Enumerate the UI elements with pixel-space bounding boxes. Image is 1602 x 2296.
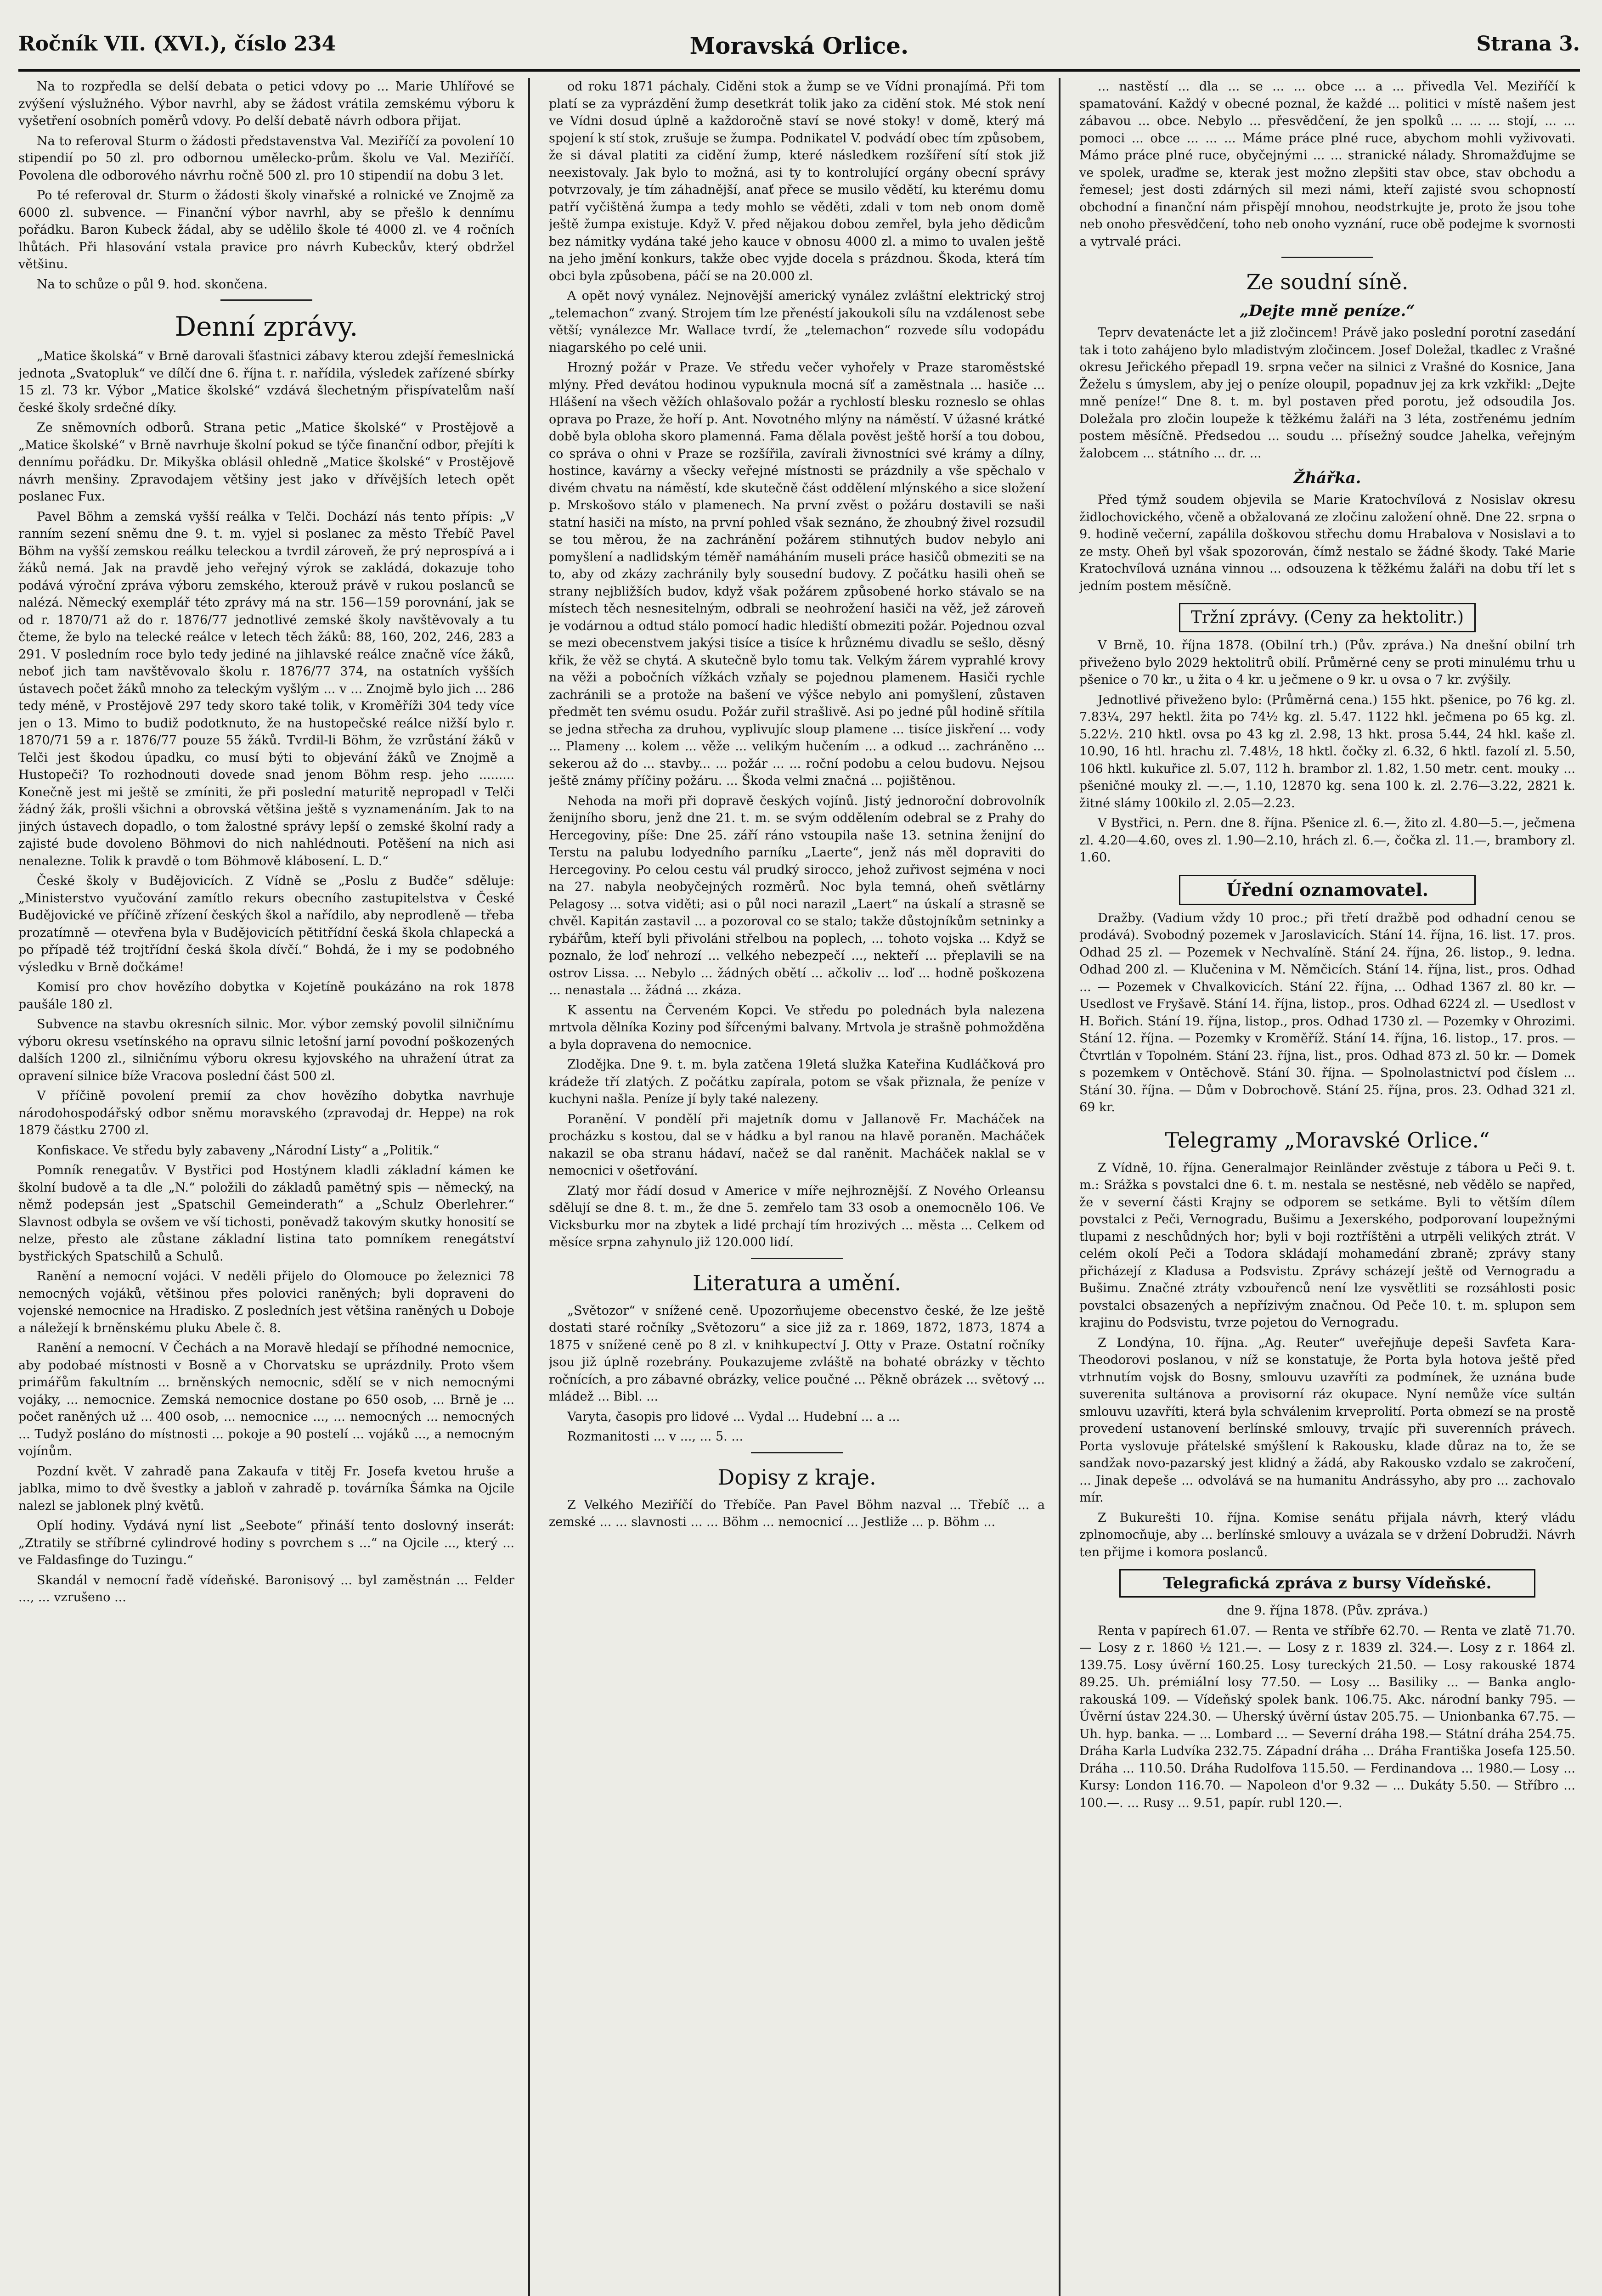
news-item: Ranění a nemocní. V Čechách a na Moravě hledají se příhodné nemocnice, aby podobaé místnosti v Bosně a v Chorvatsku se uprázdnily. Proto všem primářům fakultním ... brněnských nemocnic, sdělí se v nich nemocnými vojáky, ... nemocnice. Zemská nemocnice dostane po 650 osob, ... Brně je ... počet raněných už ... 400 osob, ... nemocnice ..., ... nemocných ... nemocných ... Tudyž posláno do místnosti ... pokoje a 90 postelí ... vojáků ..., a nemocným vojínům. — [18, 1341, 514, 1458]
news-item: Varyta, časopis pro lidové ... Vydal ... Hudební ... a ... — [567, 1409, 900, 1424]
news-item: V Brně, 10. října 1878. (Obilní trh.) (Pův. zpráva.) Na dnešní obilní trh přiveženo bylo 2029 hektolitrů obilí. Průměrné ceny se proti minulému trhu u pšenice o 70 kr., u žita o 4 kr. u ječmene o 9 kr. u ovsa o 7 kr. zvýšily. — [1079, 638, 1575, 687]
news-item: Poranění. V pondělí při majetník domu v Jallanově Fr. Macháček na procházku s kostou, dal se v hádku a byl ranou na hlavě poraněn. Macháček nakazil se oba stranu hádaví, načež se dal raněnit. Macháček naklal se v nemocnici v ošetřování. — [549, 1112, 1045, 1178]
news-item: Ranění a nemocní vojáci. V neděli přijelo do Olomouce po železnici 78 nemocných vojáků, většinou přes polovici raněných; byli dopraveni do vojenské nemocnice na Hradisko. Z posledních jest většina raněných u Doboje a náležejí k brněnskému pluku Abele č. 8. — [18, 1269, 514, 1335]
news-item: Pozdní květ. V zahradě pana Zakaufa v titěj Fr. Josefa kvetou hruše a jablka, mimo to dvě švestky a jabloň v zahradě p. továrníka Šámka na Ojcile nalezl se jablonek plný květů. — [18, 1464, 514, 1513]
paragraph: Na to schůze o půl 9. hod. skončena. — [37, 277, 268, 292]
news-item: dne 9. října 1878. (Pův. zpráva.) — [1227, 1604, 1428, 1618]
news-item: Z Vídně, 10. října. Generalmajor Reinländer zvěstuje z tábora u Peči 9. t. m.: Srážka s povstalci dne 6. t. m. nestala se nestěsné, neb vědělo se napřed, že v severní části Krajny se odporem se setkáme. Byli to větším dílem povstalci z Peči, Vernogradu, Bušimu a Jexerského, podporovaní loupežnými tlupami z neschůdných hor; byli v boji roztříštěni a utrpěli velikých ztrát. V celém okolí Peči a Todora skládají mohamedání zbraně; zprávy stany přicházejí z Kladusa a Podsvistu. Zprávy scházejí ještě od Vernogradu a Bušimu. Značné ztráty vzbouřenců není lze vysvětliti se rozsáhlosti posic povstalci obsazených a nepřízivým značnou. Od Peče 10. t. m. splupon sem krajinu do Podsvistu, tvrze pojetou do Vernogradu. — [1079, 1160, 1575, 1330]
article-subheading: „Dejte mně peníze.“ — [1240, 302, 1415, 320]
paragraph: Na to rozpředla se delší debata o petici vdovy po ... Marie Uhlířové se zvýšení výslužného. Výbor navrhl, aby se žádost vrátila zemskému výboru k vyšetření osobních poměrů vdovy. Po delší debatě návrh odbora přijat. — [18, 79, 514, 128]
news-item: V příčině povolení premií za chov hovězího dobytka navrhuje národohospodářský odbor sněmu moravského (zpravodaj dr. Heppe) na rok 1879 částku 2700 zl. — [18, 1089, 514, 1137]
news-item: Pavel Böhm a zemská vyšší reálka v Telči. Dochází nás tento přípis: „V ranním sezení sněmu dne 9. t. m. vyjel si poslanec za město Třebíč Pavel Böhm na vyšší zemskou reálku teleckou a tvrdil zároveň, že prý neprospívá a i žáků nemá. Jak na pravdě jeho veřejný výrok se zakládá, dokazuje toho podává výroční zpráva výboru zemského, kterouž právě v rukou poslanců se nalézá. Německý exemplář této zprávy má na str. 156—159 porovnání, jak se od r. 1870/71 až do r. 1876/77 jednotlivé zemské školy navštěvovaly a tu čteme, že bylo na telecké reálce v letech těch žáků: 88, 160, 202, 246, 283 a 291. V posledním roce bylo tedy jediné na jihlavské reálce značně více žáků, neboť jich tam navštěvovalo školu r. 1876/77 374, na ostatních vyšších ústavech počet žáků mnoho za teleckým vyšlým ... v ... Znojmě bylo jich ... 286 tedy méně, v Prostějově 297 tedy skoro také tolik, v Kroměříži 304 tedy více jen o 13. Mimo to budiž podotknuto, že na hustopečské reálce nižší bylo r. 1870/71 59 a r. 1876/77 pouze 55 žáků. Tvrdil-li Böhm, že vzrůstání žáků v Telči jest škodou úpadku, co musí býti to objevání žáků ve Znojmě a Hustopeči? To rozhodnouti dovede snad jenom Böhm resp. jeho ......... Konečně jest mi ještě se zmíniti, že při poslední maturitě nepropadl v Telči žádný žák, prošli všichni a obrovská většina ještě s vyznamenáním. Jak to na jiných ústavech dopadlo, o tom žalostné správy lepší o zemské školní rady a zajisté bude dovoleno Böhmovi do nich nahlédnouti. Potěšení na nich asi nenalezne. Tolik k pravdě o tom Böhmově klábosení. L. D.“ — [18, 509, 514, 868]
divider — [751, 1452, 843, 1453]
column-3 — [1079, 78, 1575, 2296]
section-heading-denni-zpravy: Denní zprávy. — [175, 311, 358, 342]
news-item: Z Bukurešti 10. října. Komise senátu přijala návrh, který vládu zplnomocňuje, aby ... berlínské smlouvy a uvázala se v držení Dobrudži. Návrh ten přijme i komora poslanců. — [1079, 1510, 1575, 1559]
issue-number: Ročník VII. (XVI.), číslo 234 — [18, 32, 336, 56]
news-item: Hrozný požár v Praze. Ve středu večer vyhořely v Praze staroměstské mlýny. Před devátou hodinou vypuknula mocná síť a zaměstnala ... hasiče ... Hlášení na všech věžích ohlašovalo požár a rychlostí blesku rozneslo se ohlas oprava po Praze, že hoří p. Ant. Novotného mlýny na náměstí. V úžasné krátké době byla obloha skoro plamenná. Fama dělala pověst ještě horší a tou dobou, co správa o ohni v Praze se rozšířila, zavírali živnostníci své krámy a dílny, hostince, kavárny a všecky veřejné místnosti se prázdnily a vše spěchalo v divém chvatu na náměstí, kde skutečně část oddělení mlýnského a sice složení p. Mrskošovo stálo v plamenech. Na první zvěst o požáru dostavili se naši statní hasiči na místo, na první pohled však seznáno, že zhoubný živel rozsudil se tou měrou, že na zachránění požárem stihnutých budov nebylo ani pomyšlení a nadlidským téměř namáháním museli práce hasičů obmeziti se na to, aby od zkázy zachránily byly sousední budovy. Z počátku hasili oheň se strany nejbližších budov, když však požárem způsobené horko stávalo se na místech těch nesnesitelným, odbrali se neohrožení hasiči na věž, jež zároveň je vodárnou a odtud stálo pomocí hadic hlediští obmeziti požár. Pojednou ozval se mezi obecenstvem jakýsi tisíce a tisíce k hrůznému divadlu se sešlo, děsný křik, že věž se chytá. A skutečně bylo tomu tak. Velkým žárem vyprahlé krovy na věži a pobočních vížkách vzňaly se pojednou plamenem. Hasiči rychle zachránili se a protože na bašení ve výšce nebylo ani pomyšlení, zůstaven předmět ten svému osudu. Požár zuřil strašlivě. Asi po jedné půl hodině sřítila se jedna střecha za druhou, vyplivujíc sloup plamene ... tisíce jiskření ... vody ... Plameny ... kolem ... věže ... velikým hučením ... a odkud ... zachráněno ... sekerou až do ... stavby... ... požár ... ... roční podobu a celou budovu. Nejsou ještě známy příčiny požáru. ... Škoda velmi značná ... pojištěnou. — [549, 360, 1045, 788]
news-item: České školy v Budějovicích. Z Vídně se „Poslu z Budče“ sděluje: „Ministerstvo vyučování zamítlo rekurs obecního zastupitelstva v České Budějovické ve příčině zřízení českých škol a nařídilo, aby neprodleně — třeba prozatímně — otevřena byla v Budějovicích pětitřídní česká škola chlapecká a po případě též trojtřídní česká škola dívčí.“ Bohdá, že i my se podobného výsledku v Brně dočkáme! — [18, 874, 514, 974]
news-item: Zlatý mor řádí dosud v Americe v míře nejhroznější. Z Nového Orleansu sdělují se dne 8. t. m., že dne 5. zemřelo tam 33 osob a onemocnělo 106. Ve Vicksburku mor na zbytek a lidé prchají tím hrozivých ... města ... Celkem od měsíce srpna zahynulo již 120.000 lidí. — [549, 1183, 1045, 1249]
news-item: Konfiskace. Ve středu byly zabaveny „Národní Listy“ a „Politik.“ — [37, 1143, 440, 1158]
section-heading-telegramy: Telegramy „Moravské Orlice.“ — [1165, 1127, 1490, 1153]
news-item: Subvence na stavbu okresních silnic. Mor. výbor zemský povolil silničnímu výboru okresu vsetínského na opravu silnic letošní jarní povodní poškozených dalších 1200 zl., silničnímu výboru okresu kyjovského na uhražení útrat za opravení silnice bíže Vracova poslední část 500 zl. — [18, 1017, 514, 1083]
news-item: Jednotlivé přiveženo bylo: (Průměrná cena.) 155 hkt. pšenice, po 76 kg. zl. 7.83¼, 297 hektl. žita po 74½ kg. zl. 5.47. 1122 hkl. ječmena po 65 kg. zl. 5.22½. 210 hktl. ovsa po 43 kg zl. 2.98, 13 hkt. prosa 5.44, 24 hkl. kaše zl. 10.90, 16 htl. hrachu zl. 7.48½, 18 hktl. čočky zl. 6.32, 6 hktl. fazolí zl. 5.50, 106 hktl. kukuřice zl. 5.07, 112 h. brambor zl. 1.82, 1.50 metr. cent. mouky ... pšeničné mouky zl. —.—, 1.10, 12870 kg. sena 100 k. zl. 2.76—3.22, 2821 k. žitné slámy 100kilo zl. 2.05—2.23. — [1079, 692, 1575, 810]
article-subheading: Žhářka. — [1293, 469, 1361, 487]
news-item: Pomník renegatův. V Bystřici pod Hostýnem kladli základní kámen ke školní budově a ta dle „N.“ položili do základů pamětný spis — německý, na němž podepsán jest „Spatschil Gemeinderath“ a „Schulz Oberlehrer.“ Slavnost odbyla se ovšem ve vší tichosti, poněvadž takovým skutky honosití se nelze, přesto ale zůstane základní listina tato pomníkem renegátství bystřických Spatschilů a Schulů. — [18, 1163, 514, 1264]
news-item: Komisí pro chov hovězího dobytka v Kojetíně poukázáno na rok 1878 paušále 180 zl. — [18, 980, 514, 1012]
section-heading-soudni-sin: Ze soudní síně. — [1246, 270, 1409, 294]
news-item: Z Londýna, 10. října. „Ag. Reuter“ uveřejňuje depeši Savfeta Kara-Theodorovi poslanou, v níž se konstatuje, že Porta byla hotova ještě před vtrhnutím vojsk do Bosny, smlouvu uzavříti za podmínek, že uznána bude suverenita sultánova a provisorní ráz okupace. Nyní nemůže více sultán smlouvu uzavříti, která byla schválenim krveprolití. Porta obmezí se na prostě provedení ustanovení berlínské smlouvy, trvajíc při suverenních právech. Porta vyslovuje přátelské smýšlení k Rakousku, klade důraz na to, že se sandžak novo-pazarský jest klidný a žádá, aby Rakousko vzdalo se zakročení, ... Jinak depeše ... odvolává se na humanitu Andrássyho, aby pro ... zachovalo mír. — [1079, 1335, 1575, 1505]
news-item: K assentu na Červeném Kopci. Ve středu po polednách byla nalezena mrtvola dělníka Koziny pod šířcenými balvany. Mrtvola je strašně pohmožděna a byla dopravena do nemocnice. — [549, 1003, 1045, 1052]
news-item: „Matice školská“ v Brně darovali šťastnici zábavy kterou zdejší řemeslnická jednota „Svatopluk“ ve dílčí dne 6. října t. r. nařídila, výsledek zařízené sbírky 15 zl. 73 kr. Výbor „Matice školské“ vzdává šlechetným přispívatelům naší české školy srdečné díky. — [18, 349, 514, 415]
news-item: A opět nový vynález. Nejnovější americký vynález zvláštní elektrický stroj „telemachon“ zvaný. Strojem tím lze přenéstí jakoukoli sílu na vzdálenost sebe větší; vynálezce Mr. Wallace tvrdí, že „telemachon“ rozvede sílu vodopádu niagarského po celé unii. — [549, 289, 1045, 355]
news-item: Oplí hodiny. Vydává nyní list „Seebote“ přináší tento doslovný inserát: „Ztratily se stříbrné cylindrové hodiny s povrchem s ...“ na Ojcile ..., který ... ve Faldasfinge do Tuzingu.“ — [18, 1519, 514, 1567]
news-item: Renta v papírech 61.07. — Renta ve stříbře 62.70. — Renta ve zlatě 71.70. — Losy z r. 1860 ½ 121.—. — Losy z r. 1839 zl. 324.—. Losy z r. 1864 zl. 139.75. Losy úvěrní 160.25. Losy tureckých 21.50. — Losy rakouské 1874 89.25. Uh. prémiální losy 77.50. — Losy ... Basiliky ... — Banka anglo-rakouská 109. — Vídeňský spolek bank. 106.75. Akc. národní banky 795. — Úvěrní ústav 224.30. — Uherský úvěrní ústav 205.75. — Unionbanka 67.75. — Uh. hyp. banka. — ... Lombard ... — Severní dráha 198.— Státní dráha 254.75. Dráha Karla Ludvíka 232.75. Západní dráha ... Dráha Františka Josefa 125.50. Dráha ... 110.50. Dráha Rudolfova 115.50. — Ferdinandova ... 1980.— Losy ... Kursy: London 116.70. — Napoleon d'or 9.32 — ... Dukáty 5.50. — Stříbro ... 100.—. ... Rusy ... 9.51, papír. rubl 120.—. — [1079, 1623, 1575, 1810]
news-item: Nehoda na moři při dopravě českých vojínů. Jistý jednoroční dobrovolník ženijního sboru, jenž dne 21. t. m. se svým oddělením odebral se z Prahy do Hercegoviny, píše: Dne 25. září ráno vstoupila naše 13. setnina ženijní do Terstu na palubu lodyedního parníku „Laerte“, jenž nás měl dopraviti do Hercegoviny. Po celou cestu vál prudký sirocco, jehož zuřivost sejména v noci na 27. nabyla neobyčejných rozměrů. Noc byla temná, oheň světlárny Pelagosy ... sotva viděti; asi o půl noci narazil „Laert“ na úskalí a strasně se chvěl. Kapitán zastavil ... a pozoroval co se stalo; takže důstojníkům setninky a rybářům, kteří byli přivoláni střelbou na poplech, ... tohoto vojska ... Když se poznalo, že loď nehrozí ... velkého nebezpečí ..., nekteří ... přeplavili se na ostrov Lissa. ... Nebylo ... žádných obětí ... ačkoliv ... loď ... hodně poškozena ... nenastala ... žádná ... zkáza. — [549, 793, 1045, 997]
column-rule — [528, 78, 530, 2296]
divider — [1281, 257, 1373, 258]
news-item: V Bystřici, n. Pern. dne 8. října. Pšenice zl. 6.—, žito zl. 4.80—5.—, ječmena zl. 4.20—4.60, oves zl. 1.90—2.10, hrách zl. 6.—, čočka zl. 11.—, brambory zl. 1.60. — [1079, 816, 1575, 865]
news-item: Skandál v nemocní řadě vídeňské. Baronisový ... byl zaměstnán ... Felder ..., ... vzrušeno ... — [18, 1573, 514, 1604]
column-1 — [18, 78, 514, 2296]
divider — [220, 299, 312, 301]
paragraph: Na to referoval Sturm o žádosti představenstva Val. Meziříčí za povolení 10 stipendií po 50 zl. pro odbornou umělecko-prům. školu ve Val. Meziříčí. Povolena dle odborového návrhu ročně 500 zl. pro 10 stipendií na dobu 3 let. — [18, 134, 514, 183]
paragraph: Po té referoval dr. Sturm o žádosti školy vinařské a rolnické ve Znojmě za 6000 zl. subvence. — Finanční výbor navrhl, aby se přešlo k dennímu pořádku. Baron Kubeck žádal, aby se udělilo škole té 4000 zl. ve 4 ročních lhůtách. Při hlasování vstala pravice pro návrh Kubeckův, který obdržel většinu. — [18, 188, 514, 271]
divider — [751, 1258, 843, 1259]
news-item: Z Velkého Meziříčí do Třebíče. Pan Pavel Böhm nazval ... Třebíč ... a zemské ... ... slavnosti ... ... Böhm ... nemocnicí ... Jestliže ... p. Böhm ... — [549, 1497, 1045, 1529]
news-item: Zlodějka. Dne 9. t. m. byla zatčena 19letá služka Kateřina Kudláčková pro krádeže tří zlatých. Z počátku zapírala, potom se však přiznala, že peníze v kuchyni našla. Peníze jí byly také nalezeny. — [549, 1058, 1045, 1106]
news-item: Ze sněmovních odborů. Strana petic „Matice školské“ v Prostějově a „Matice školské“ v Brně navrhuje školní pokud se týče finanční odbor, přejíti k dennímu pořádku. Dr. Mikyška oblásil ohledně „Matice školské“ v Prostějově návrh menšiny. Zpravodajem většiny jest jako v dřívějších letech opět poslanec Fux. — [18, 421, 514, 504]
news-item: „Světozor“ v snížené ceně. Upozorňujeme obecenstvo české, že lze ještě dostati staré ročníky „Světozoru“ a sice již za r. 1869, 1872, 1873, 1874 a 1875 v snížené ceně po 8 zl. v knihkupectví J. Otty v Praze. Ostatní ročníky jsou již úplně rozebrány. Poukazujeme zvláště na bohaté obrázky v těchto ročnících, a pro zábavné obrázky, velice poučné ... Pěkně obrázek ... světový ... mládež ... Bibl. ... — [549, 1303, 1045, 1404]
news-item: Dražby. (Vadium vždy 10 proc.; při třetí dražbě pod odhadní cenou se prodává). Svobodný pozemek v Jaroslavicích. Stání 14. října, 16. list. 17. pros. Odhad 25 zl. — Pozemek v Nechvalíně. Stání 24. října, 26. listop., 9. ledna. Odhad 200 zl. — Klučenina v M. Němčicích. Stání 14. října, list., pros. Odhad ... — Pozemek v Chvalkovicích. Stání 22. října, ... Odhad 1367 zl. 80 kr. — Usedlost ve Fryšavě. Stání 14. října, listop., pros. Odhad 6224 zl. — Usedlost v H. Bořich. Stání 19. října, listop., pros. Odhad 1730 zl. — Pozemky v Ohrozimi. Stání 12. října. — Pozemky v Kroměříž. Stání 14. října, 16. listop., 17. pros. — Čtvrtlán v Topolném. Stání 23. října, list., pros. Odhad 873 zl. 50 kr. — Domek s pozemkem v Ontěchově. Stání 30. října. — Spolnolastnictví pod číslem ... Stání 30. října. — Dům v Dobrochově. Stání 25. října, pros. 23. Odhad 321 zl. 69 kr. — [1079, 911, 1575, 1114]
section-heading-uredni-oznamovatel: Úřední oznamovatel. — [1179, 875, 1476, 905]
masthead — [18, 14, 1580, 72]
news-item: Rozmanitosti ... v ..., ... 5. ... — [567, 1429, 744, 1444]
section-heading-trzni-zpravy: Tržní zprávy. (Ceny za hektolitr.) — [1179, 603, 1476, 632]
section-heading-literatura: Literatura a umění. — [692, 1270, 901, 1295]
section-heading-bursa: Telegrafická zpráva z bursy Vídeňské. — [1119, 1569, 1535, 1598]
paragraph: ... nastěstí ... dla ... se ... ... obce ... a ... přivedla Vel. Meziříčí k spamatování. Každý v obecné poznal, že každé ... politici v místě našem jest zábavou ... obce. Nebylo ... přesvědčení, že jen spolků ... ... ... stojí, ... ... pomoci ... obce ... ... ... Máme práce plné ruce, abychom mohli vyživovati. Mámo práce plné ruce, obyčejnými ... ... stranické nálady. Shromažďujme se ve spolek, uraďme se, kterak jest možno zlepšiti stav obce, stav obchodu a řemesel; jest dosti zdárných sil mezi námi, kteří zajisté svou schopností obchodní a finanční nám přispějí mnohou, neodstrkujte je, proto že jsou tohe neb onoho přesvědčení, toho neb onoho vyznání, ruce obě podejme k svornosti a vytrvalé práci. — [1079, 79, 1575, 249]
paragraph: od roku 1871 páchaly. Ciděni stok a žump se ve Vídni pronajímá. Při tom platí se za vyprázdění žump desetkrát tolik jako za cidění stok. Mé stok není ve Vídni dosud úplně a každoročně staví se nové stoky! v domě, který má spojení k stí stok, zrušuje se žumpa. Podnikatel V. podvádí obec tím způsobem, že si dával platiti za cidění žump, které následkem rozšíření sítí stok již neexistovaly. Jak bylo to možná, asi ty to kontrolující orgány obecní správy potvrzovaly, je tím záhadnější, anať přece se musilo vědětí, ku kterému domu patří vyčištěná žumpa a tedy mohlo se věděti, zdali v tom neb onom domě ještě žumpa existuje. Když V. před nějakou dobou zemřel, byla jeho dědicům bez námitky vydána také jeho kauce v obnosu 4000 zl. a mimo to uvalen ještě na jeho jmění konkurs, takže obec vyjde docela s prázdnou. Škoda, která tím obci byla způsobena, páčí se na 20.000 zl. — [549, 79, 1045, 283]
news-item: Teprv devatenácte let a již zločincem! Právě jako poslední porotní zasedání tak i toto zahájeno bylo mladistvým zločincem. Josef Doležal, tkadlec z Vrašné okresu Jeřického přepadl 19. srpna večer na silnici z Vrašné do Kosnice, Jana Žeželu s úmyslem, aby jej o peníze oloupil, popadnuv jej za krk vzkřikl: „Dejte mně peníze!“ Dne 8. t. m. byl postaven před porotu, jež odsoudila Jos. Doležala pro zločin loupeže k těžkému žaláři na 3 léta, zostřenému jedním postem měsíčně. Předsedou ... soudu ... přísežný soudce Jahelka, veřejným žalobcem ... státního ... dr. ... — [1079, 326, 1575, 461]
newspaper-title: Moravská Orlice. — [689, 32, 909, 59]
page-number: Strana 3. — [1476, 32, 1580, 56]
section-heading-dopisy: Dopisy z kraje. — [717, 1464, 876, 1490]
column-rule — [1059, 78, 1060, 2296]
news-item: Před týmž soudem objevila se Marie Kratochvílová z Nosislav okresu židlochovického, včeně a obžalovaná ze zločinu založení ohně. Dne 22. srpna o 9. hodině večerní, zapálila doškovou střechu domu Hrabalova v Nosislavi a to ze msty. Oheň byl však spozorován, čímž nestalo se žádné škody. Také Marie Kratochvílová uznána vinnou ... odsouzena k těžkému žaláři na dobu tří let s jedním postem měsíčně. — [1079, 493, 1575, 593]
column-2 — [549, 78, 1045, 2296]
